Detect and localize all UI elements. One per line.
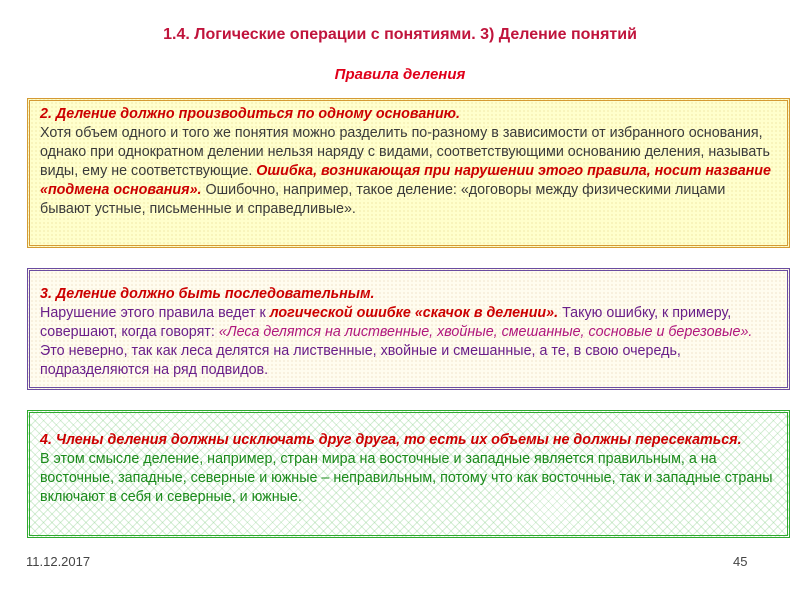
rule-3-text [40,304,777,380]
rule-2-text [40,124,777,219]
rule-2-body: Хотя объем одного и того же понятия можно разделить по-разному в зависимости от избранного основания, однако при однократном делении нельзя наряду с видами, соответствующими основанию деления, называть виды, ему не соответствующие. [40,125,770,179]
rule-4-box [27,410,790,538]
rule-3-box [27,268,790,390]
rule-3-body-mid: Такую ошибку, к примеру, совершают, когда говорят: [40,305,732,340]
rule-2-example: Ошибочно, например, такое деление: «договоры между физическими лицами бывают устные, письменные и справедливые». [40,182,726,217]
rule-2-heading: 2. Деление должно производиться по одному основанию. [40,106,461,122]
rule-3-quote: «Леса делятся на лиственные, хвойные, смешанные, сосновые и березовые». [218,324,753,340]
slide-number: 45 [733,554,748,569]
rule-3-error: логической ошибке «скачок в делении». [269,305,559,321]
rule-4-body: В этом смысле деление, например, стран мира на восточные и западные является правильным, а на восточные, западные, северные и южные – неправильным, потому что как восточные, так и западные страны включают в себя и северные, и южные. [40,451,773,505]
slide-title: 1.4. Логические операции с понятиями. 3) Деление понятий [163,26,637,43]
rule-4-heading: 4. Члены деления должны исключать друг друга, то есть их объемы не должны пересекаться. [40,432,742,448]
rule-2-box [27,98,790,248]
rule-3-body-start: Нарушение этого правила ведет к [40,305,270,321]
slide-subtitle: Правила деления [334,66,466,83]
slide-date: 11.12.2017 [26,554,91,569]
rule-3-heading: 3. Деление должно быть последовательным. [40,286,375,302]
rule-2-error: Ошибка, возникающая при нарушении этого правила, носит название «подмена основания». [40,163,771,198]
rule-3-body-end: Это неверно, так как леса делятся на лиственные, хвойные и смешанные, а те, в свою очередь, подразделяются на ряд подвидов. [40,343,681,378]
